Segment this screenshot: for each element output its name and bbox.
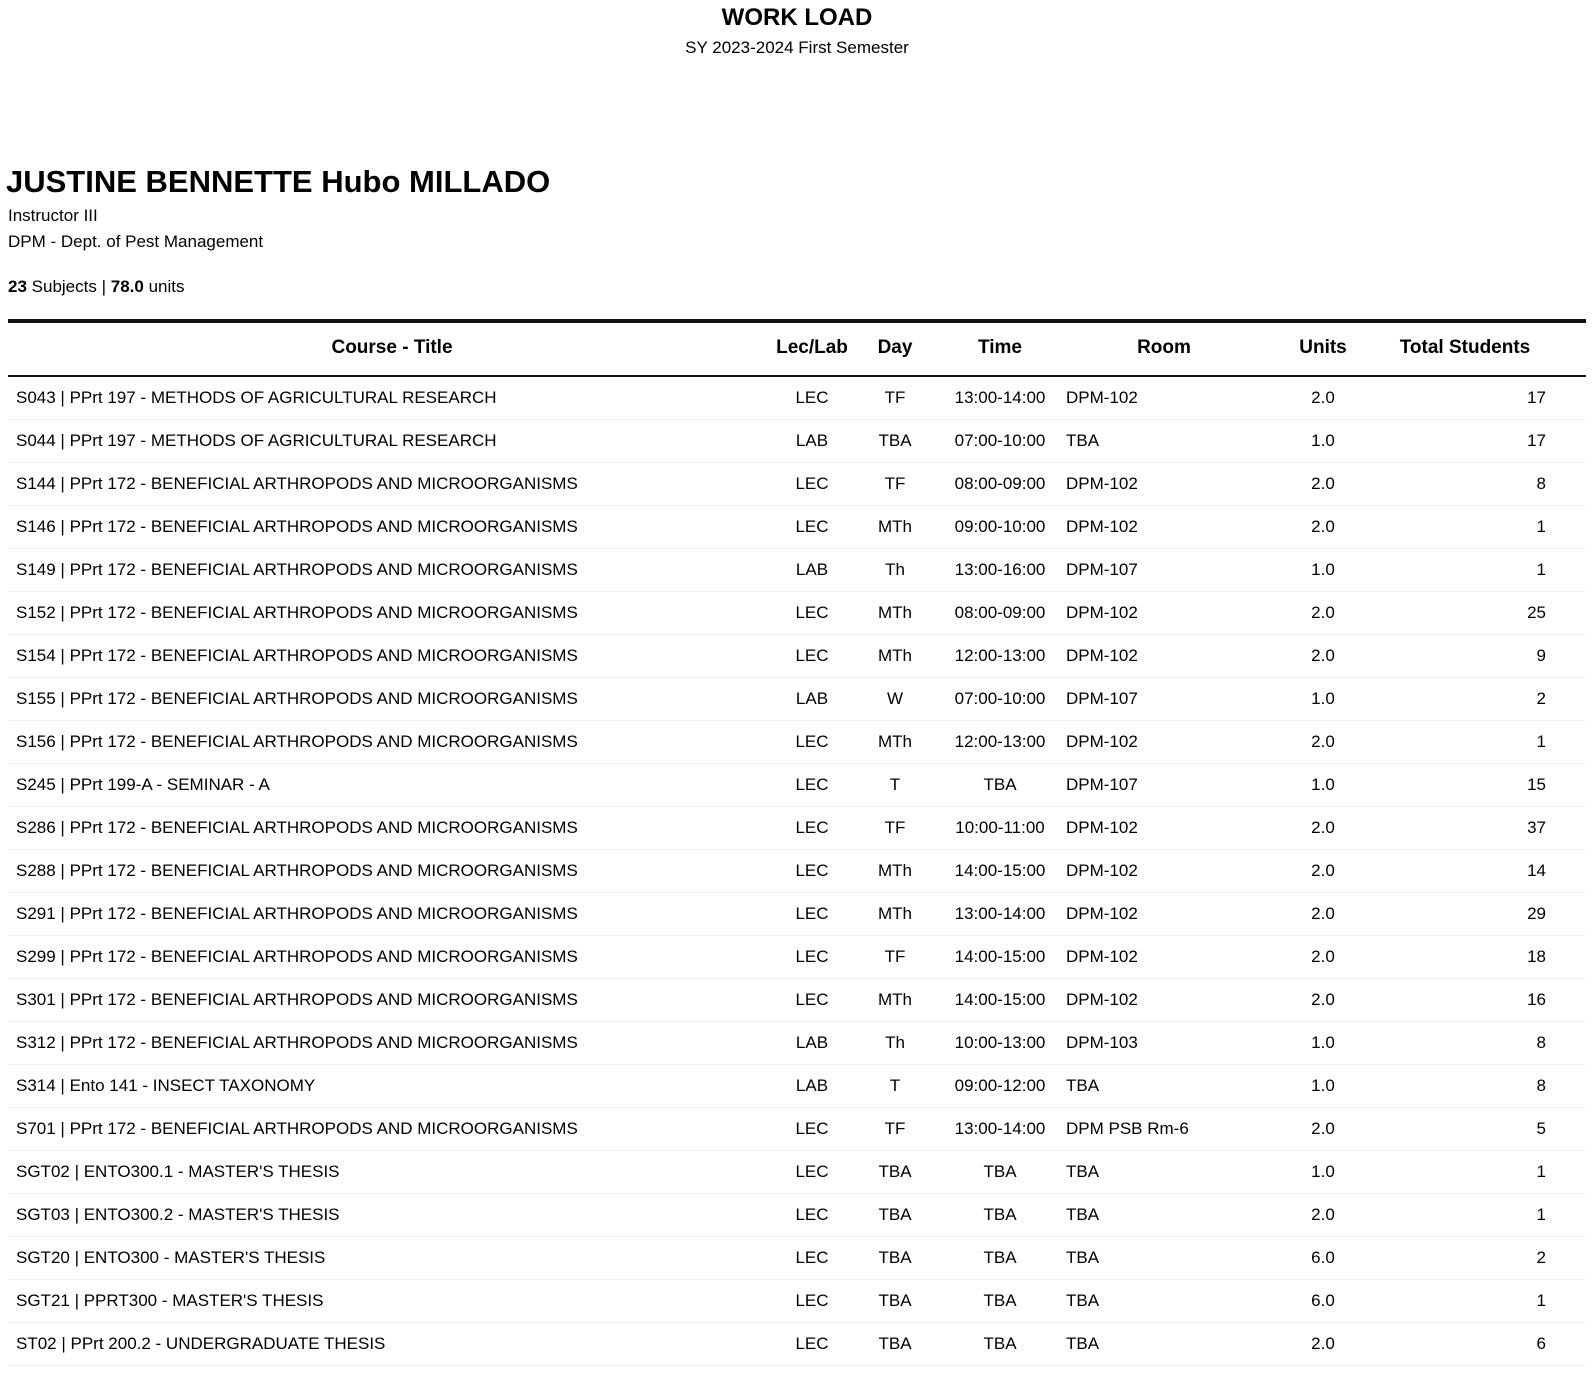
day-cell: TF: [856, 1108, 934, 1151]
day-cell: MTh: [856, 592, 934, 635]
table-row: [8, 1323, 1586, 1366]
total-students-cell: 1: [1384, 1194, 1586, 1237]
total-students-cell: 1: [1384, 549, 1586, 592]
summary-separator: |: [101, 277, 107, 296]
room-cell: DPM-102: [1066, 979, 1262, 1022]
room-cell: DPM-102: [1066, 463, 1262, 506]
units-cell: 6.0: [1262, 1280, 1384, 1323]
units-cell: 1.0: [1262, 1065, 1384, 1108]
table-row: [8, 506, 1586, 549]
col-header-day: Day: [877, 337, 913, 358]
time-cell: TBA: [934, 1323, 1066, 1366]
total-students-cell: 8: [1384, 1065, 1586, 1108]
course-title-cell: S299 | PPrt 172 - BENEFICIAL ARTHROPODS AND MICROORGANISMS: [8, 936, 768, 979]
time-cell: 13:00-14:00: [934, 893, 1066, 936]
table-row: [8, 1194, 1586, 1237]
table-row: [8, 549, 1586, 592]
table-row: [8, 764, 1586, 807]
course-title-cell: S152 | PPrt 172 - BENEFICIAL ARTHROPODS AND MICROORGANISMS: [8, 592, 768, 635]
course-title-cell: S144 | PPrt 172 - BENEFICIAL ARTHROPODS AND MICROORGANISMS: [8, 463, 768, 506]
time-cell: 12:00-13:00: [934, 635, 1066, 678]
table-row: [8, 635, 1586, 678]
workload-table-header: [8, 321, 1586, 376]
lec-lab-cell: LEC: [768, 463, 856, 506]
room-cell: TBA: [1066, 420, 1262, 463]
time-cell: TBA: [934, 1280, 1066, 1323]
time-cell: TBA: [934, 1151, 1066, 1194]
units-count: 78.0: [110, 277, 144, 296]
lec-lab-cell: LEC: [768, 936, 856, 979]
col-header-time: Time: [977, 337, 1022, 358]
total-students-cell: 2: [1384, 1237, 1586, 1280]
instructor-position: Instructor III: [8, 206, 98, 225]
table-row: [8, 1108, 1586, 1151]
course-title-cell: S288 | PPrt 172 - BENEFICIAL ARTHROPODS AND MICROORGANISMS: [8, 850, 768, 893]
day-cell: T: [856, 1065, 934, 1108]
lec-lab-cell: LAB: [768, 420, 856, 463]
units-cell: 2.0: [1262, 463, 1384, 506]
units-cell: 2.0: [1262, 807, 1384, 850]
units-cell: 1.0: [1262, 420, 1384, 463]
day-cell: MTh: [856, 893, 934, 936]
lec-lab-cell: LEC: [768, 592, 856, 635]
room-cell: DPM-102: [1066, 936, 1262, 979]
units-cell: 1.0: [1262, 1151, 1384, 1194]
time-cell: 08:00-09:00: [934, 463, 1066, 506]
day-cell: TBA: [856, 1237, 934, 1280]
time-cell: TBA: [934, 1237, 1066, 1280]
room-cell: TBA: [1066, 1194, 1262, 1237]
lec-lab-cell: LEC: [768, 1108, 856, 1151]
time-cell: 13:00-14:00: [934, 376, 1066, 420]
lec-lab-cell: LEC: [768, 893, 856, 936]
lec-lab-cell: LEC: [768, 721, 856, 764]
units-cell: 2.0: [1262, 592, 1384, 635]
room-cell: TBA: [1066, 1280, 1262, 1323]
instructor-department: DPM - Dept. of Pest Management: [8, 232, 264, 251]
room-cell: TBA: [1066, 1151, 1262, 1194]
day-cell: TF: [856, 376, 934, 420]
table-row: [8, 721, 1586, 764]
lec-lab-cell: LAB: [768, 549, 856, 592]
day-cell: Th: [856, 549, 934, 592]
time-cell: 12:00-13:00: [934, 721, 1066, 764]
total-students-cell: 14: [1384, 850, 1586, 893]
room-cell: TBA: [1066, 1237, 1262, 1280]
total-students-cell: 17: [1384, 376, 1586, 420]
time-cell: 09:00-12:00: [934, 1065, 1066, 1108]
day-cell: T: [856, 764, 934, 807]
room-cell: DPM-107: [1066, 764, 1262, 807]
day-cell: TBA: [856, 1323, 934, 1366]
room-cell: DPM-102: [1066, 376, 1262, 420]
day-cell: MTh: [856, 635, 934, 678]
lec-lab-cell: LAB: [768, 1022, 856, 1065]
day-cell: MTh: [856, 506, 934, 549]
units-cell: 2.0: [1262, 721, 1384, 764]
course-title-cell: S701 | PPrt 172 - BENEFICIAL ARTHROPODS AND MICROORGANISMS: [8, 1108, 768, 1151]
col-header-units: Units: [1299, 337, 1347, 358]
workload-table: [8, 319, 1586, 1366]
course-title-cell: S146 | PPrt 172 - BENEFICIAL ARTHROPODS AND MICROORGANISMS: [8, 506, 768, 549]
time-cell: 09:00-10:00: [934, 506, 1066, 549]
col-header-total-students: Total Students: [1399, 337, 1531, 358]
time-cell: 14:00-15:00: [934, 936, 1066, 979]
room-cell: TBA: [1066, 1065, 1262, 1108]
total-students-cell: 17: [1384, 420, 1586, 463]
course-title-cell: S044 | PPrt 197 - METHODS OF AGRICULTURAL RESEARCH: [8, 420, 768, 463]
room-cell: DPM-107: [1066, 678, 1262, 721]
room-cell: DPM PSB Rm-6: [1066, 1108, 1262, 1151]
total-students-cell: 6: [1384, 1323, 1586, 1366]
units-cell: 2.0: [1262, 936, 1384, 979]
instructor-name: JUSTINE BENNETTE Hubo MILLADO: [6, 164, 551, 199]
workload-table-body: [8, 376, 1586, 1366]
units-cell: 2.0: [1262, 376, 1384, 420]
time-cell: 08:00-09:00: [934, 592, 1066, 635]
course-title-cell: S155 | PPrt 172 - BENEFICIAL ARTHROPODS AND MICROORGANISMS: [8, 678, 768, 721]
day-cell: W: [856, 678, 934, 721]
lec-lab-cell: LEC: [768, 850, 856, 893]
total-students-cell: 8: [1384, 1022, 1586, 1065]
room-cell: DPM-102: [1066, 721, 1262, 764]
total-students-cell: 25: [1384, 592, 1586, 635]
summary-line: [0, 277, 1594, 297]
table-row: [8, 463, 1586, 506]
room-cell: DPM-107: [1066, 549, 1262, 592]
total-students-cell: 16: [1384, 979, 1586, 1022]
day-cell: TF: [856, 807, 934, 850]
day-cell: TBA: [856, 1151, 934, 1194]
course-title-cell: S286 | PPrt 172 - BENEFICIAL ARTHROPODS AND MICROORGANISMS: [8, 807, 768, 850]
total-students-cell: 18: [1384, 936, 1586, 979]
day-cell: TBA: [856, 1280, 934, 1323]
lec-lab-cell: LEC: [768, 1323, 856, 1366]
table-row: [8, 1151, 1586, 1194]
room-cell: DPM-102: [1066, 506, 1262, 549]
lec-lab-cell: LEC: [768, 1194, 856, 1237]
course-title-cell: S043 | PPrt 197 - METHODS OF AGRICULTURAL RESEARCH: [8, 376, 768, 420]
table-row: [8, 936, 1586, 979]
time-cell: 14:00-15:00: [934, 850, 1066, 893]
table-row: [8, 1280, 1586, 1323]
room-cell: DPM-102: [1066, 592, 1262, 635]
col-header-lec-lab: Lec/Lab: [776, 337, 848, 358]
total-students-cell: 15: [1384, 764, 1586, 807]
col-header-room: Room: [1137, 337, 1191, 358]
day-cell: TF: [856, 463, 934, 506]
lec-lab-cell: LAB: [768, 678, 856, 721]
room-cell: DPM-102: [1066, 893, 1262, 936]
report-subtitle: SY 2023-2024 First Semester: [685, 38, 909, 57]
subjects-label: Subjects: [31, 277, 97, 296]
total-students-cell: 8: [1384, 463, 1586, 506]
course-title-cell: S314 | Ento 141 - INSECT TAXONOMY: [8, 1065, 768, 1108]
units-cell: 1.0: [1262, 678, 1384, 721]
room-cell: TBA: [1066, 1323, 1262, 1366]
time-cell: 10:00-13:00: [934, 1022, 1066, 1065]
lec-lab-cell: LEC: [768, 376, 856, 420]
total-students-cell: 1: [1384, 1151, 1586, 1194]
course-title-cell: SGT21 | PPRT300 - MASTER'S THESIS: [8, 1280, 768, 1323]
lec-lab-cell: LEC: [768, 1280, 856, 1323]
course-title-cell: S301 | PPrt 172 - BENEFICIAL ARTHROPODS AND MICROORGANISMS: [8, 979, 768, 1022]
day-cell: TF: [856, 936, 934, 979]
units-cell: 2.0: [1262, 979, 1384, 1022]
day-cell: MTh: [856, 979, 934, 1022]
course-title-cell: S156 | PPrt 172 - BENEFICIAL ARTHROPODS AND MICROORGANISMS: [8, 721, 768, 764]
report-title: WORK LOAD: [721, 4, 873, 31]
course-title-cell: SGT02 | ENTO300.1 - MASTER'S THESIS: [8, 1151, 768, 1194]
total-students-cell: 29: [1384, 893, 1586, 936]
course-title-cell: S245 | PPrt 199-A - SEMINAR - A: [8, 764, 768, 807]
units-cell: 6.0: [1262, 1237, 1384, 1280]
units-cell: 1.0: [1262, 764, 1384, 807]
total-students-cell: 1: [1384, 1280, 1586, 1323]
lec-lab-cell: LEC: [768, 807, 856, 850]
units-cell: 1.0: [1262, 549, 1384, 592]
total-students-cell: 1: [1384, 506, 1586, 549]
time-cell: 07:00-10:00: [934, 420, 1066, 463]
units-cell: 2.0: [1262, 893, 1384, 936]
course-title-cell: S149 | PPrt 172 - BENEFICIAL ARTHROPODS AND MICROORGANISMS: [8, 549, 768, 592]
day-cell: TBA: [856, 420, 934, 463]
time-cell: TBA: [934, 764, 1066, 807]
day-cell: MTh: [856, 721, 934, 764]
course-title-cell: S291 | PPrt 172 - BENEFICIAL ARTHROPODS AND MICROORGANISMS: [8, 893, 768, 936]
course-title-cell: S312 | PPrt 172 - BENEFICIAL ARTHROPODS AND MICROORGANISMS: [8, 1022, 768, 1065]
units-cell: 1.0: [1262, 1022, 1384, 1065]
table-row: [8, 1022, 1586, 1065]
units-cell: 2.0: [1262, 850, 1384, 893]
units-cell: 2.0: [1262, 1323, 1384, 1366]
room-cell: DPM-103: [1066, 1022, 1262, 1065]
table-row: [8, 376, 1586, 420]
time-cell: 14:00-15:00: [934, 979, 1066, 1022]
units-cell: 2.0: [1262, 506, 1384, 549]
subjects-count: 23: [8, 277, 27, 296]
units-cell: 2.0: [1262, 635, 1384, 678]
time-cell: TBA: [934, 1194, 1066, 1237]
total-students-cell: 37: [1384, 807, 1586, 850]
table-row: [8, 807, 1586, 850]
table-row: [8, 850, 1586, 893]
lec-lab-cell: LEC: [768, 764, 856, 807]
time-cell: 13:00-16:00: [934, 549, 1066, 592]
lec-lab-cell: LAB: [768, 1065, 856, 1108]
room-cell: DPM-102: [1066, 850, 1262, 893]
table-row: [8, 420, 1586, 463]
lec-lab-cell: LEC: [768, 506, 856, 549]
lec-lab-cell: LEC: [768, 635, 856, 678]
table-row: [8, 1237, 1586, 1280]
day-cell: Th: [856, 1022, 934, 1065]
units-label: units: [148, 277, 185, 296]
time-cell: 13:00-14:00: [934, 1108, 1066, 1151]
table-row: [8, 678, 1586, 721]
total-students-cell: 9: [1384, 635, 1586, 678]
course-title-cell: SGT03 | ENTO300.2 - MASTER'S THESIS: [8, 1194, 768, 1237]
units-cell: 2.0: [1262, 1108, 1384, 1151]
total-students-cell: 5: [1384, 1108, 1586, 1151]
table-row: [8, 1065, 1586, 1108]
total-students-cell: 2: [1384, 678, 1586, 721]
day-cell: TBA: [856, 1194, 934, 1237]
table-row: [8, 893, 1586, 936]
table-row: [8, 979, 1586, 1022]
day-cell: MTh: [856, 850, 934, 893]
course-title-cell: ST02 | PPrt 200.2 - UNDERGRADUATE THESIS: [8, 1323, 768, 1366]
lec-lab-cell: LEC: [768, 1151, 856, 1194]
units-cell: 2.0: [1262, 1194, 1384, 1237]
time-cell: 07:00-10:00: [934, 678, 1066, 721]
course-title-cell: S154 | PPrt 172 - BENEFICIAL ARTHROPODS AND MICROORGANISMS: [8, 635, 768, 678]
col-header-course-title: Course - Title: [331, 337, 453, 358]
table-row: [8, 592, 1586, 635]
course-title-cell: SGT20 | ENTO300 - MASTER'S THESIS: [8, 1237, 768, 1280]
lec-lab-cell: LEC: [768, 1237, 856, 1280]
room-cell: DPM-102: [1066, 635, 1262, 678]
room-cell: DPM-102: [1066, 807, 1262, 850]
instructor-block: [0, 164, 1594, 252]
time-cell: 10:00-11:00: [934, 807, 1066, 850]
lec-lab-cell: LEC: [768, 979, 856, 1022]
total-students-cell: 1: [1384, 721, 1586, 764]
header-row: [8, 321, 1586, 376]
